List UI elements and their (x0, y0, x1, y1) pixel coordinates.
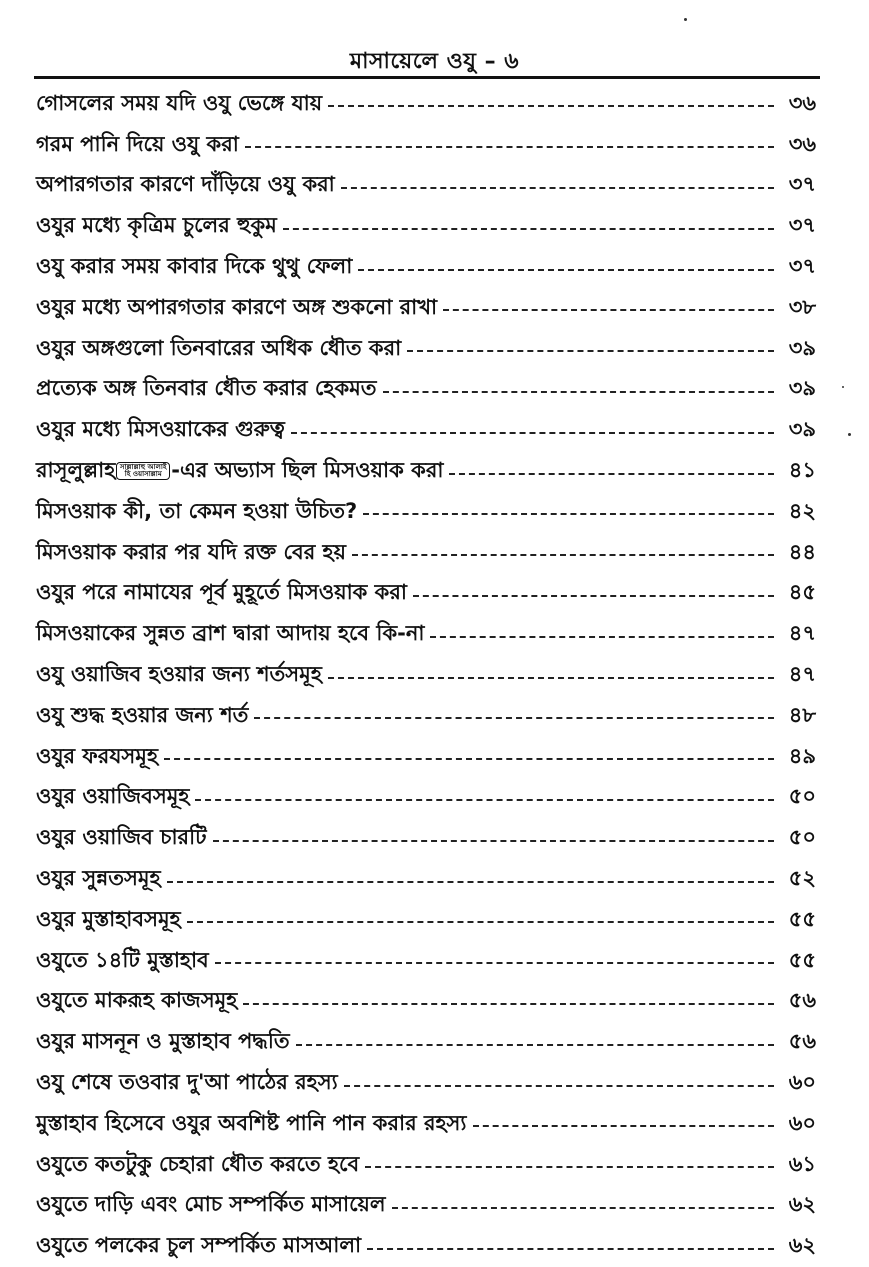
print-speck (684, 18, 687, 21)
toc-entry-title-text: ওযুর মধ্যে মিসওয়াকের গুরুত্ব (36, 417, 285, 442)
toc-entry-page-number: ৪৫ (788, 580, 816, 605)
toc-entry (36, 1145, 816, 1186)
toc-entry-title-text: ওযু করার সময় কাবার দিকে থুথু ফেলা (36, 254, 353, 279)
table-of-contents (36, 84, 816, 1267)
dashed-leader (363, 513, 774, 515)
toc-entry (36, 166, 816, 207)
toc-entry-title-text: ওযুতে দাড়ি এবং মোচ সম্পর্কিত মাসায়েল (36, 1192, 386, 1217)
dashed-leader (383, 391, 774, 393)
toc-entry-title-text: ওযুর ফরযসমূহ (36, 743, 158, 768)
dashed-leader (341, 187, 774, 189)
toc-entry-title-text: মুস্তাহাব হিসেবে ওযুর অবশিষ্ট পানি পান করার রহস্য (36, 1110, 467, 1135)
toc-entry (36, 1226, 816, 1267)
toc-entry-title-text: ওযুর মাসনূন ও মুস্তাহাব পদ্ধতি (36, 1029, 290, 1054)
dashed-leader (328, 105, 774, 107)
dashed-leader (328, 677, 774, 679)
dashed-leader (473, 1125, 774, 1127)
toc-entry (36, 982, 816, 1023)
print-speck (848, 433, 851, 436)
dashed-leader (213, 840, 774, 842)
toc-entry-page-number: ৬২ (788, 1233, 816, 1258)
toc-entry-title (36, 658, 328, 693)
toc-entry-title (36, 168, 341, 203)
toc-entry-page-number: ৫৫ (788, 906, 816, 931)
dashed-leader (291, 432, 774, 434)
toc-entry-page-number: ৩৬ (788, 90, 816, 115)
toc-entry-title (36, 617, 430, 652)
header-divider (34, 76, 820, 79)
toc-entry-title (36, 1107, 473, 1142)
toc-entry-title (36, 780, 195, 815)
toc-entry-page-number: ৪২ (788, 498, 816, 523)
toc-entry-page-number: ৬০ (788, 1110, 816, 1135)
toc-entry-title (36, 1188, 392, 1223)
toc-entry-page-number: ৫৬ (788, 1029, 816, 1054)
toc-entry (36, 533, 816, 574)
toc-entry-title-text: ওযু শুদ্ধ হওয়ার জন্য শর্ত (36, 702, 249, 727)
toc-entry-title (36, 984, 243, 1019)
toc-entry (36, 247, 816, 288)
dashed-leader (283, 228, 774, 230)
toc-entry-page-number: ৪৭ (788, 621, 816, 646)
toc-entry-title-text: ওযুর ওয়াজিবসমূহ (36, 784, 190, 809)
toc-entry-title (36, 87, 328, 122)
toc-entry-title (36, 128, 245, 163)
dashed-leader (358, 269, 774, 271)
dashed-leader (187, 921, 774, 923)
toc-entry-title-text: ওযুতে ১৪টি মুস্তাহাব (36, 947, 209, 972)
toc-entry-title (36, 740, 164, 775)
toc-entry-title-text: মিসওয়াক কী, তা কেমন হওয়া উচিত? (36, 498, 358, 523)
dashed-leader (245, 146, 774, 148)
toc-entry-page-number: ৩৯ (788, 417, 816, 442)
toc-entry (36, 778, 816, 819)
toc-entry (36, 900, 816, 941)
toc-entry-page-number: ৫০ (788, 784, 816, 809)
honorific-ligature: সাল্লাল্লাহু আলাইহি ওয়াসাল্লাম (116, 462, 170, 480)
toc-entry-page-number: ৪৭ (788, 662, 816, 687)
toc-entry-title (36, 944, 215, 979)
toc-entry (36, 859, 816, 900)
dashed-leader (296, 1044, 774, 1046)
toc-entry-page-number: ৬২ (788, 1192, 816, 1217)
toc-entry-page-number: ৩৯ (788, 376, 816, 401)
toc-entry (36, 288, 816, 329)
toc-entry-title-text: ওযুতে মাকরূহ কাজসমূহ (36, 988, 238, 1013)
toc-entry-title-text: ওযুর মধ্যে কৃত্রিম চুলের হুকুম (36, 213, 277, 238)
toc-entry-page-number: ৪৮ (788, 702, 816, 727)
toc-entry (36, 655, 816, 696)
dashed-leader (254, 717, 774, 719)
toc-entry-page-number: ৪৪ (788, 539, 816, 564)
toc-entry-title-text: অপারগতার কারণে দাঁড়িয়ে ওযু করা (36, 172, 335, 197)
toc-entry-title (36, 1148, 365, 1183)
toc-entry (36, 818, 816, 859)
toc-entry-title (36, 903, 187, 938)
dashed-leader (344, 1085, 774, 1087)
dashed-leader (392, 1207, 774, 1209)
toc-entry (36, 206, 816, 247)
toc-entry (36, 370, 816, 411)
toc-entry-title-text: গোসলের সময় যদি ওযু ভেঙ্গে যায় (36, 90, 323, 115)
dashed-leader (413, 595, 774, 597)
toc-entry-title-text: প্রত্যেক অঙ্গ তিনবার ধৌত করার হেকমত (36, 376, 377, 401)
toc-entry-page-number: ৩৬ (788, 131, 816, 156)
dashed-leader (195, 799, 774, 801)
toc-entry-title-text: মিসওয়াক করার পর যদি রক্ত বের হয় (36, 539, 346, 564)
dashed-leader (430, 636, 774, 638)
print-speck (842, 386, 844, 388)
toc-entry-title-text: মিসওয়াকের সুন্নত ব্রাশ দ্বারা আদায় হবে কি-না (36, 621, 425, 646)
toc-entry-title-text: ওযুর মুস্তাহাবসমূহ (36, 906, 181, 931)
toc-entry-title (36, 576, 413, 611)
toc-entry-title-text: ওযুর অঙ্গগুলো তিনবারের অধিক ধৌত করা (36, 335, 402, 360)
toc-entry (36, 941, 816, 982)
toc-entry-title-text: গরম পানি দিয়ে ওযু করা (36, 131, 239, 156)
toc-entry-title (36, 862, 167, 897)
toc-entry-page-number: ৩৯ (788, 335, 816, 360)
toc-entry-page-number: ৪১ (788, 458, 816, 483)
toc-entry (36, 1022, 816, 1063)
dashed-leader (367, 1248, 774, 1250)
toc-entry (36, 574, 816, 615)
toc-entry-title (36, 1025, 296, 1060)
toc-entry-title (36, 372, 383, 407)
toc-entry-page-number: ৩৭ (788, 213, 816, 238)
toc-entry-title-suffix: -এর অভ্যাস ছিল মিসওয়াক করা (171, 458, 444, 483)
toc-entry-page-number: ৫৫ (788, 947, 816, 972)
page-header: মাসায়েলে ওযু – ৬ (349, 49, 520, 74)
toc-entry-title (36, 1066, 344, 1101)
toc-entry-title-text: রাসূলুল্লাহ (36, 458, 116, 483)
toc-entry-title-text: ওযুর সুন্নতসমূহ (36, 866, 161, 891)
toc-entry (36, 410, 816, 451)
toc-entry (36, 84, 816, 125)
dashed-leader (164, 758, 774, 760)
toc-entry-title (36, 209, 283, 244)
toc-entry-title-text: ওযু শেষে তওবার দু'আ পাঠের রহস্য (36, 1070, 338, 1095)
toc-entry-title-text: ওযু ওয়াজিব হওয়ার জন্য শর্তসমূহ (36, 662, 322, 687)
toc-entry-title (36, 699, 254, 734)
toc-entry-page-number: ৪৯ (788, 743, 816, 768)
toc-entry-title (36, 413, 291, 448)
dashed-leader (167, 881, 774, 883)
toc-entry (36, 492, 816, 533)
dashed-leader (449, 473, 774, 475)
toc-entry-title (36, 454, 449, 489)
dashed-leader (443, 309, 774, 311)
toc-entry (36, 1104, 816, 1145)
toc-entry-page-number: ৫২ (788, 866, 816, 891)
toc-entry-title (36, 250, 358, 285)
toc-entry-page-number: ৬১ (788, 1151, 816, 1176)
dashed-leader (215, 962, 774, 964)
toc-entry (36, 696, 816, 737)
toc-entry-title-text: ওযুতে কতটুকু চেহারা ধৌত করতে হবে (36, 1151, 360, 1176)
toc-entry (36, 451, 816, 492)
toc-entry-title (36, 332, 407, 367)
toc-entry (36, 329, 816, 370)
toc-entry (36, 737, 816, 778)
toc-entry-page-number: ৩৮ (788, 294, 816, 319)
toc-entry (36, 1186, 816, 1227)
toc-entry-title (36, 291, 443, 326)
toc-entry (36, 125, 816, 166)
toc-entry-title (36, 495, 363, 530)
toc-entry-title-text: ওযুর মধ্যে অপারগতার কারণে অঙ্গ শুকনো রাখা (36, 294, 438, 319)
toc-entry-page-number: ৩৭ (788, 254, 816, 279)
toc-entry-page-number: ৬০ (788, 1070, 816, 1095)
toc-entry-page-number: ৫০ (788, 825, 816, 850)
toc-entry-title (36, 821, 213, 856)
dashed-leader (352, 554, 774, 556)
toc-entry-title (36, 536, 352, 571)
toc-entry (36, 1063, 816, 1104)
toc-entry-title-text: ওযুতে পলকের চুল সম্পর্কিত মাসআলা (36, 1233, 362, 1258)
dashed-leader (407, 350, 774, 352)
toc-entry-title-text: ওযুর ওয়াজিব চারটি (36, 825, 207, 850)
toc-entry-title-text: ওযুর পরে নামাযের পূর্ব মুহূর্তে মিসওয়াক করা (36, 580, 407, 605)
dashed-leader (243, 1003, 774, 1005)
toc-entry-title (36, 1229, 367, 1264)
toc-entry-page-number: ৩৭ (788, 172, 816, 197)
toc-entry (36, 614, 816, 655)
dashed-leader (365, 1166, 774, 1168)
toc-entry-page-number: ৫৬ (788, 988, 816, 1013)
